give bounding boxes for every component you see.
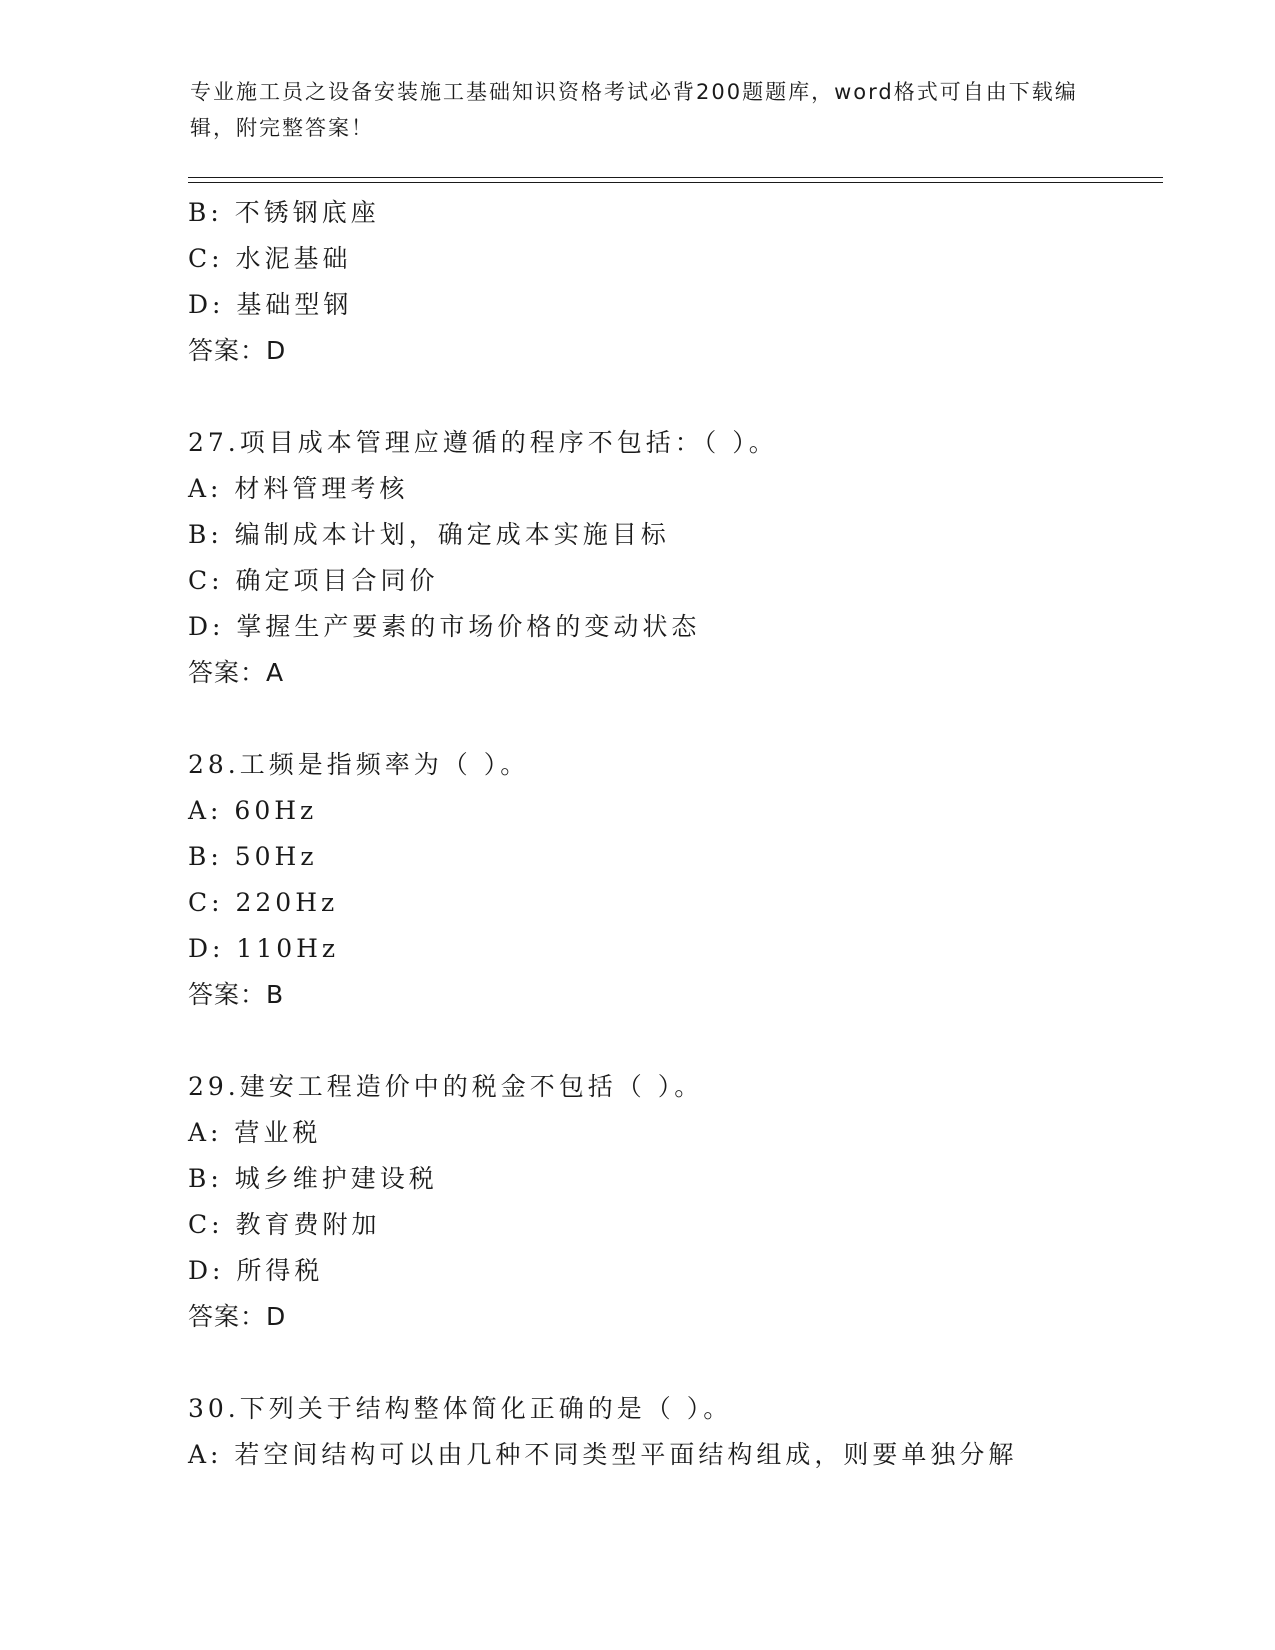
- option-line: A: 材料管理考核: [188, 474, 409, 503]
- option-line: A: 营业税: [188, 1118, 322, 1147]
- answer-line: 答案：D: [188, 336, 287, 365]
- option-line: D: 掌握生产要素的市场价格的变动状态: [188, 612, 701, 641]
- option-line: D: 基础型钢: [188, 290, 353, 319]
- header-divider-bottom: [188, 182, 1163, 183]
- option-line: C: 220Hz: [188, 888, 339, 917]
- question-stem: 27.项目成本管理应遵循的程序不包括：（ ）。: [188, 428, 778, 457]
- option-line: B: 编制成本计划，确定成本实施目标: [188, 520, 670, 549]
- question-stem: 28.工频是指频率为（ ）。: [188, 750, 530, 779]
- question-stem: 29.建安工程造价中的税金不包括（ ）。: [188, 1072, 704, 1101]
- document-header-title: 专业施工员之设备安装施工基础知识资格考试必背200题题库，word格式可自由下载编辑，附完整答案！: [190, 80, 1078, 140]
- option-line: A: 若空间结构可以由几种不同类型平面结构组成，则要单独分解: [188, 1440, 1018, 1469]
- option-line: D: 所得税: [188, 1256, 324, 1285]
- option-line: C: 教育费附加: [188, 1210, 381, 1239]
- answer-line: 答案：D: [188, 1302, 287, 1331]
- option-line: C: 水泥基础: [188, 244, 352, 273]
- answer-line: 答案：B: [188, 980, 285, 1009]
- option-line: C: 确定项目合同价: [188, 566, 439, 595]
- question-content: [188, 190, 1148, 1478]
- answer-line: 答案：A: [188, 658, 285, 687]
- option-line: D: 110Hz: [188, 934, 340, 963]
- header-divider-top: [188, 177, 1163, 178]
- option-line: A: 60Hz: [188, 796, 318, 825]
- option-line: B: 不锈钢底座: [188, 198, 380, 227]
- question-stem: 30.下列关于结构整体简化正确的是（ ）。: [188, 1394, 733, 1423]
- option-line: B: 城乡维护建设税: [188, 1164, 438, 1193]
- option-line: B: 50Hz: [188, 842, 318, 871]
